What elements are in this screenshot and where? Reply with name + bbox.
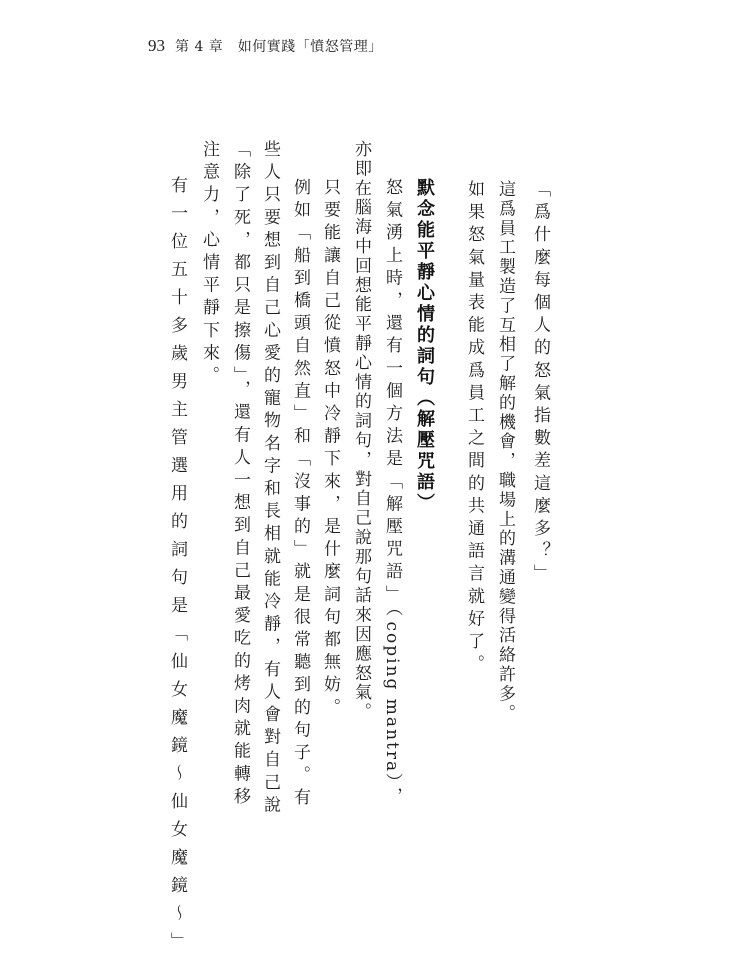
text-column-4-main: 怒氣湧上時，還有一個方法是「解壓咒語」（ bbox=[382, 178, 402, 622]
text-column-4 bbox=[382, 178, 402, 810]
text-column-9: 「除了死，都只是擦傷」，還有人一想到自己最愛吃的烤肉就能轉移 bbox=[230, 140, 250, 810]
coping-mantra-suffix: ）， bbox=[382, 773, 402, 810]
text-column-3: 如果怒氣量表能成爲員工之間的共通語言就好了。 bbox=[464, 180, 484, 678]
text-column-7: 例如「船到橋頭自然直」和「沒事的」就是很常聽到的句子。有 bbox=[290, 178, 310, 811]
section-heading: 默念能平靜心情的詞句（解壓咒語） bbox=[414, 178, 435, 514]
page-number: 93 bbox=[148, 36, 165, 55]
text-column-2: 這爲員工製造了互相了解的機會，職場上的溝通變得活絡許多。 bbox=[495, 180, 515, 724]
text-column-8: 些人只要想到自己心愛的寵物名字和長相就能冷靜，有人會對自己說 bbox=[260, 140, 280, 818]
chapter-title: 第 4 章 如何實踐「憤怒管理」 bbox=[175, 39, 383, 55]
text-column-11: 有一位五十多歲男主管選用的詞句是「仙女魔鏡～仙女魔鏡～」 bbox=[167, 176, 187, 960]
running-head bbox=[148, 36, 383, 60]
text-column-10: 注意力，心情平靜下來。 bbox=[199, 140, 219, 389]
coping-mantra-term: coping mantra bbox=[382, 621, 402, 774]
text-column-6: 只要能讓自己從憤怒中冷靜下來，是什麼詞句都無妨。 bbox=[320, 178, 340, 721]
text-column-5: 亦即在腦海中回想能平靜心情的詞句，對自己說那句話來因應怒氣。 bbox=[351, 140, 371, 722]
text-column-1: 「爲什麼每個人的怒氣指數差這麼多？」 bbox=[530, 180, 550, 587]
